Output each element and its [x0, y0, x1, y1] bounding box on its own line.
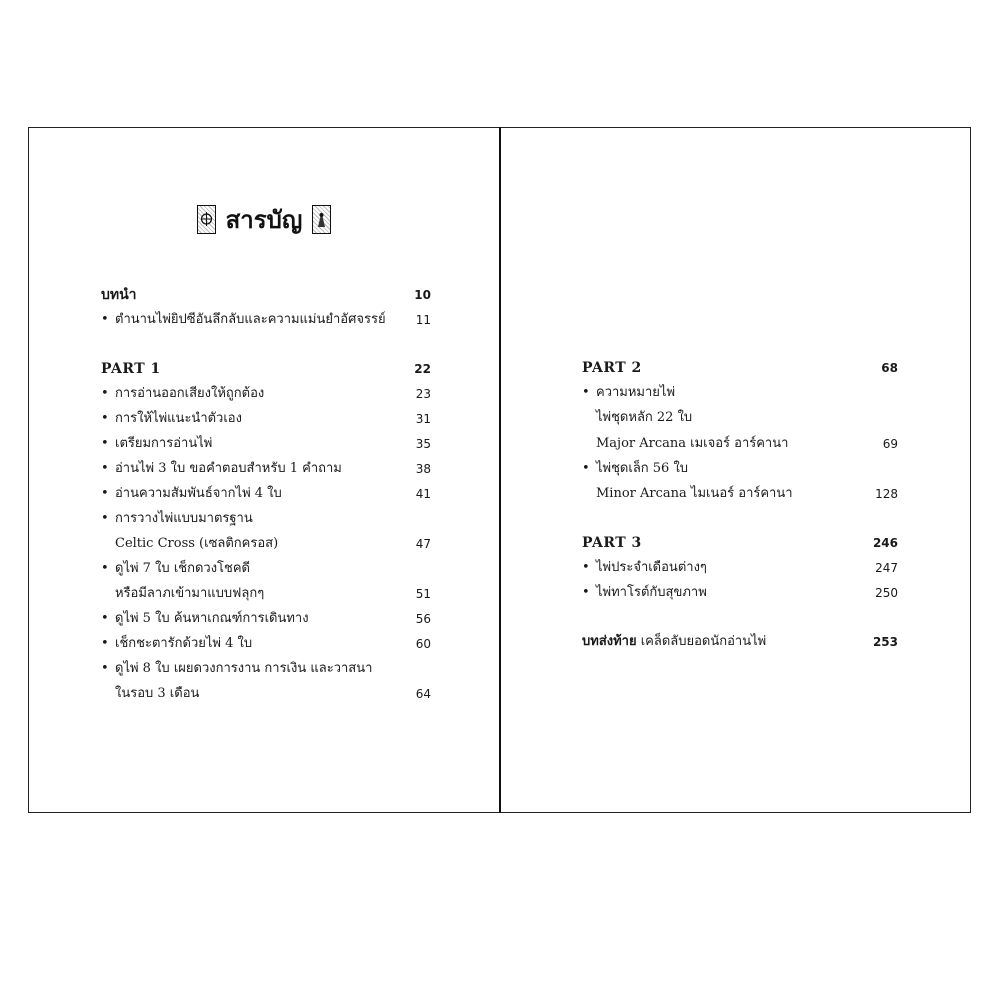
toc-item-text: ตำนานไพ่ยิปซีอันลึกลับและความแม่นยำอัศจรรย์ [115, 312, 386, 327]
toc-item[interactable] [101, 634, 431, 654]
toc-item[interactable] [101, 509, 431, 529]
toc-intro-page: 10 [414, 288, 431, 302]
toc-item-text: เตรียมการอ่านไพ่ [115, 436, 213, 451]
toc-part1-page: 22 [414, 362, 431, 376]
toc-item-text: อ่านไพ่ 3 ใบ ขอคำตอบสำหรับ 1 คำถาม [115, 461, 342, 476]
right-page [501, 128, 971, 812]
toc-item[interactable] [101, 559, 431, 579]
toc-item-continuation[interactable] [582, 484, 898, 504]
toc-item-page: 51 [415, 587, 431, 601]
toc-epilogue-label: บทส่งท้าย [582, 634, 637, 649]
bullet-icon: • [101, 312, 109, 327]
bullet-icon: • [582, 585, 590, 600]
toc-item-cont-text: หรือมีลาภเข้ามาแบบฟลุกๆ [115, 586, 265, 601]
toc-item-cont-text: ไพ่ชุดหลัก 22 ใบ [596, 410, 693, 425]
toc-part3-page: 246 [872, 536, 898, 550]
toc-item[interactable] [582, 383, 898, 403]
toc-item-text: ดูไพ่ 5 ใบ ค้นหาเกณฑ์การเดินทาง [115, 611, 309, 626]
toc-item-text: การวางไพ่แบบมาตรฐาน [115, 511, 253, 526]
toc-item-text: ความหมายไพ่ [596, 385, 676, 400]
toc-part2[interactable] [582, 358, 898, 378]
bullet-icon: • [101, 486, 109, 501]
bullet-icon: • [582, 560, 590, 575]
book-spread [28, 127, 971, 813]
toc-item-page: 38 [415, 462, 431, 476]
toc-item-page: 35 [415, 437, 431, 451]
toc-item-text: ไพ่ประจำเดือนต่างๆ [596, 560, 707, 575]
toc-item[interactable] [101, 459, 431, 479]
toc-item-continuation[interactable] [582, 408, 898, 428]
tarot-card-left-icon [197, 205, 216, 234]
title-text: สารบัญ [225, 206, 303, 234]
title-block [29, 200, 499, 239]
toc-item-cont-text: ในรอบ 3 เดือน [115, 686, 200, 701]
toc-part2-label: PART 2 [582, 360, 642, 376]
toc-epilogue[interactable] [582, 632, 898, 652]
toc-item-continuation[interactable] [101, 584, 431, 604]
toc-item[interactable] [101, 659, 431, 679]
toc-item[interactable] [582, 459, 898, 479]
toc-item-page: 56 [415, 612, 431, 626]
tarot-card-right-icon [312, 205, 331, 234]
left-page [29, 128, 499, 812]
toc-epilogue-text: เคล็ดลับยอดนักอ่านไพ่ [640, 634, 767, 649]
bullet-icon: • [101, 436, 109, 451]
toc-item-continuation[interactable] [582, 434, 898, 454]
toc-item[interactable] [101, 484, 431, 504]
toc-item[interactable] [582, 583, 898, 603]
bullet-icon: • [582, 461, 590, 476]
toc-part3-label: PART 3 [582, 535, 642, 551]
toc-item-page: 11 [415, 313, 431, 327]
bullet-icon: • [101, 386, 109, 401]
toc-intro[interactable] [101, 285, 431, 305]
toc-epilogue-page: 253 [872, 635, 898, 649]
bullet-icon: • [582, 385, 590, 400]
toc-item-page: 23 [415, 387, 431, 401]
bullet-icon: • [101, 561, 109, 576]
toc-item-page: 250 [875, 586, 898, 600]
toc-item-cont-text: Minor Arcana ไมเนอร์ อาร์คานา [596, 486, 793, 501]
toc-item-text: ไพ่ชุดเล็ก 56 ใบ [596, 461, 689, 476]
toc-item-page: 247 [875, 561, 898, 575]
toc-item[interactable] [101, 409, 431, 429]
toc-item-text: ดูไพ่ 8 ใบ เผยดวงการงาน การเงิน และวาสนา [115, 661, 373, 676]
bullet-icon: • [101, 611, 109, 626]
toc-item[interactable] [101, 384, 431, 404]
toc-item-page: 31 [415, 412, 431, 426]
toc-part1[interactable] [101, 359, 431, 379]
toc-item-text: การให้ไพ่แนะนำตัวเอง [115, 411, 242, 426]
bullet-icon: • [101, 461, 109, 476]
toc-item-page: 47 [415, 537, 431, 551]
toc-part1-label: PART 1 [101, 361, 161, 377]
toc-item[interactable] [101, 609, 431, 629]
toc-item-text: เช็กชะตารักด้วยไพ่ 4 ใบ [115, 636, 253, 651]
bullet-icon: • [101, 411, 109, 426]
bullet-icon: • [101, 661, 109, 676]
toc-item-cont-text: Celtic Cross (เซลติกครอส) [115, 536, 279, 551]
bullet-icon: • [101, 636, 109, 651]
toc-item-text: อ่านความสัมพันธ์จากไพ่ 4 ใบ [115, 486, 282, 501]
toc-item-page: 69 [882, 437, 898, 451]
page-title [197, 200, 332, 239]
toc-part2-page: 68 [881, 361, 898, 375]
toc-item-text: ดูไพ่ 7 ใบ เช็กดวงโชคดี [115, 561, 250, 576]
toc-item[interactable] [101, 310, 431, 330]
toc-item-continuation[interactable] [101, 684, 431, 704]
toc-item-page: 60 [415, 637, 431, 651]
toc-item-continuation[interactable] [101, 534, 431, 554]
bullet-icon: • [101, 511, 109, 526]
toc-item-cont-text: Major Arcana เมเจอร์ อาร์คานา [596, 436, 789, 451]
toc-item-text: ไพ่ทาโรต์กับสุขภาพ [596, 585, 707, 600]
toc-item-page: 64 [415, 687, 431, 701]
toc-item-text: การอ่านออกเสียงให้ถูกต้อง [115, 386, 265, 401]
toc-item[interactable] [582, 558, 898, 578]
toc-item[interactable] [101, 434, 431, 454]
toc-item-page: 128 [875, 487, 898, 501]
toc-intro-label: บทนำ [101, 287, 137, 303]
toc-item-page: 41 [415, 487, 431, 501]
toc-part3[interactable] [582, 533, 898, 553]
